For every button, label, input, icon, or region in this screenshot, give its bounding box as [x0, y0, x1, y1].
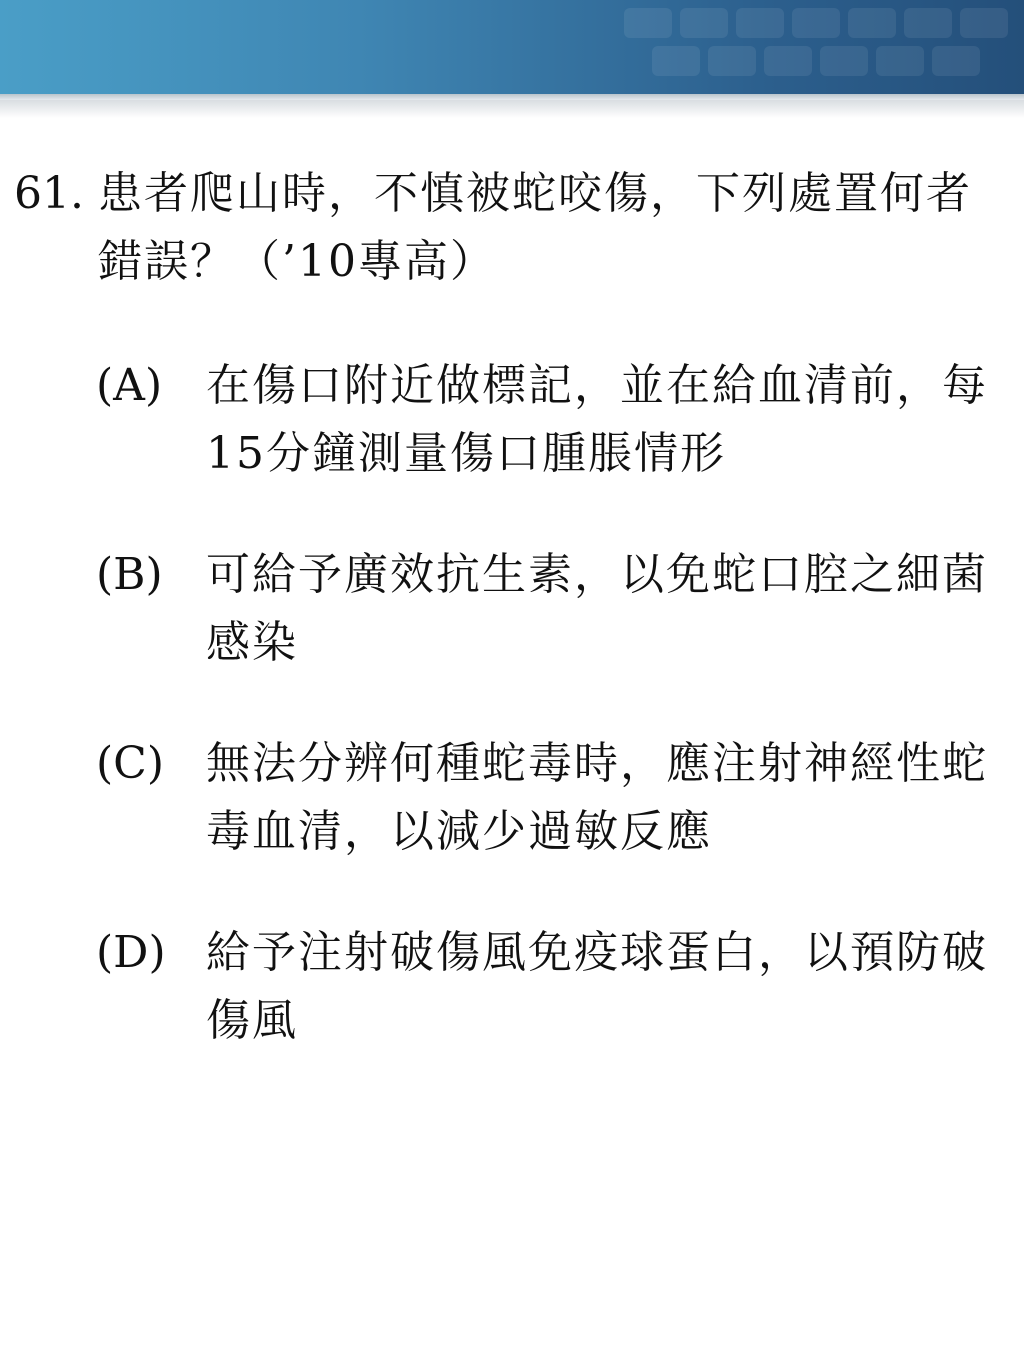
- option-a-letter: (A): [96, 360, 163, 411]
- question-text: 患者爬山時，不慎被蛇咬傷，下列處置何者錯誤？（’10專高）: [98, 168, 972, 287]
- question-block: [14, 160, 1004, 296]
- option-d[interactable]: [96, 919, 1016, 1055]
- option-c[interactable]: [96, 730, 1016, 866]
- decorative-tile-pattern: [604, 0, 1024, 94]
- option-a-text: 在傷口附近做標記，並在給血清前，每15分鐘測量傷口腫脹情形: [206, 360, 988, 479]
- option-d-letter: (D): [96, 927, 166, 978]
- option-c-letter: (C): [96, 738, 164, 789]
- question-stem: [14, 160, 1004, 296]
- option-b[interactable]: [96, 541, 1016, 677]
- option-b-text: 可給予廣效抗生素，以免蛇口腔之細菌感染: [206, 549, 988, 668]
- option-b-letter: (B): [96, 549, 163, 600]
- options-list: [96, 352, 1016, 1108]
- header-banner: [0, 0, 1024, 94]
- question-number: 61.: [14, 168, 84, 219]
- banner-shadow: [0, 100, 1024, 118]
- option-c-text: 無法分辨何種蛇毒時，應注射神經性蛇毒血清，以減少過敏反應: [206, 738, 988, 857]
- option-d-text: 給予注射破傷風免疫球蛋白，以預防破傷風: [206, 927, 988, 1046]
- option-a[interactable]: [96, 352, 1016, 488]
